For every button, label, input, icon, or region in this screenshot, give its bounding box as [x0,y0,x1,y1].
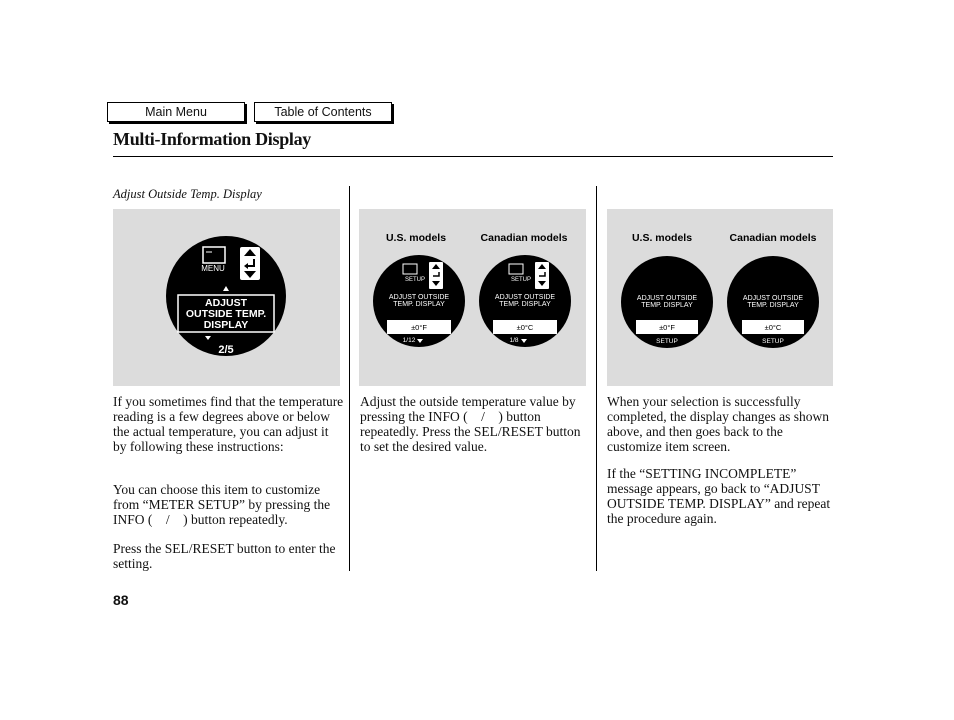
col1-paragraph-1: If you sometimes find that the temperature reading is a few degrees above or below the actual temperature, you can adjust it by following these instructions: [113,394,344,454]
canadian-display [727,256,819,348]
up-down-enter-icon [535,262,549,289]
col3-paragraph-2: If the “SETTING INCOMPLETE” message appears, go back to “ADJUST OUTSIDE TEMP. DISPLAY” and repeat the procedure again. [607,466,831,526]
us-models-label: U.S. models [385,232,447,244]
display-line-2: TEMP. DISPLAY [641,302,693,309]
display-line-2: TEMP. DISPLAY [499,301,551,308]
col1-paragraph-3: Press the SEL/RESET button to enter the setting. [113,541,336,571]
us-display [621,256,713,348]
display-line-2: TEMP. DISPLAY [747,302,799,309]
table-of-contents-button[interactable]: Table of Contents [254,102,392,122]
column-divider-1 [349,186,350,571]
col3-paragraph-1: When your selection is successfully completed, the display changes as shown above, and then goes back to the customize item screen. [607,394,829,454]
display-line-1: ADJUST OUTSIDE [636,295,698,302]
panel-menu-display [113,209,340,386]
main-menu-button[interactable]: Main Menu [107,102,245,122]
column-divider-2 [596,186,597,571]
canadian-models-label: Canadian models [480,232,568,244]
temp-value: ±0°F [411,323,427,332]
up-down-enter-icon [429,262,443,289]
canadian-display [479,255,571,347]
panel-completed [607,209,833,386]
setup-label: SETUP [762,338,784,345]
setup-label: SETUP [656,338,678,345]
display-line-1: ADJUST OUTSIDE [742,295,804,302]
page-number: 88 [113,592,129,608]
display-line-1: ADJUST OUTSIDE [494,294,556,301]
display-line-3: DISPLAY [203,319,249,331]
temp-value: ±0°C [764,323,782,332]
display-line-1: ADJUST [204,297,248,309]
panel-adjust-value [359,209,586,386]
page-title: Multi-Information Display [113,129,312,149]
setup-label: SETUP [510,277,532,283]
display-line-1: ADJUST OUTSIDE [388,294,450,301]
display-line-2: OUTSIDE TEMP. [185,308,267,320]
col2-paragraph-1: Adjust the outside temperature value by pressing the INFO ( / ) button repeatedly. Press the SEL/RESET button to set the desired value. [360,394,581,454]
up-down-enter-icon [240,247,260,280]
temp-value: ±0°C [516,323,534,332]
canadian-models-label: Canadian models [729,232,817,244]
page-indicator: 2/5 [218,344,234,356]
page-indicator: 1/8 [509,337,519,344]
us-display [373,255,465,347]
col1-paragraph-2: You can choose this item to customize from “METER SETUP” by pressing the INFO ( / ) button repeatedly. [113,482,331,527]
figure-caption: Adjust Outside Temp. Display [113,187,262,201]
menu-label: MENU [201,264,225,273]
display-line-2: TEMP. DISPLAY [393,301,445,308]
temp-value: ±0°F [659,323,675,332]
setup-label: SETUP [404,277,426,283]
title-rule [113,156,833,157]
display-circle [166,236,286,356]
page-indicator: 1/12 [402,337,416,344]
us-models-label: U.S. models [631,232,693,244]
